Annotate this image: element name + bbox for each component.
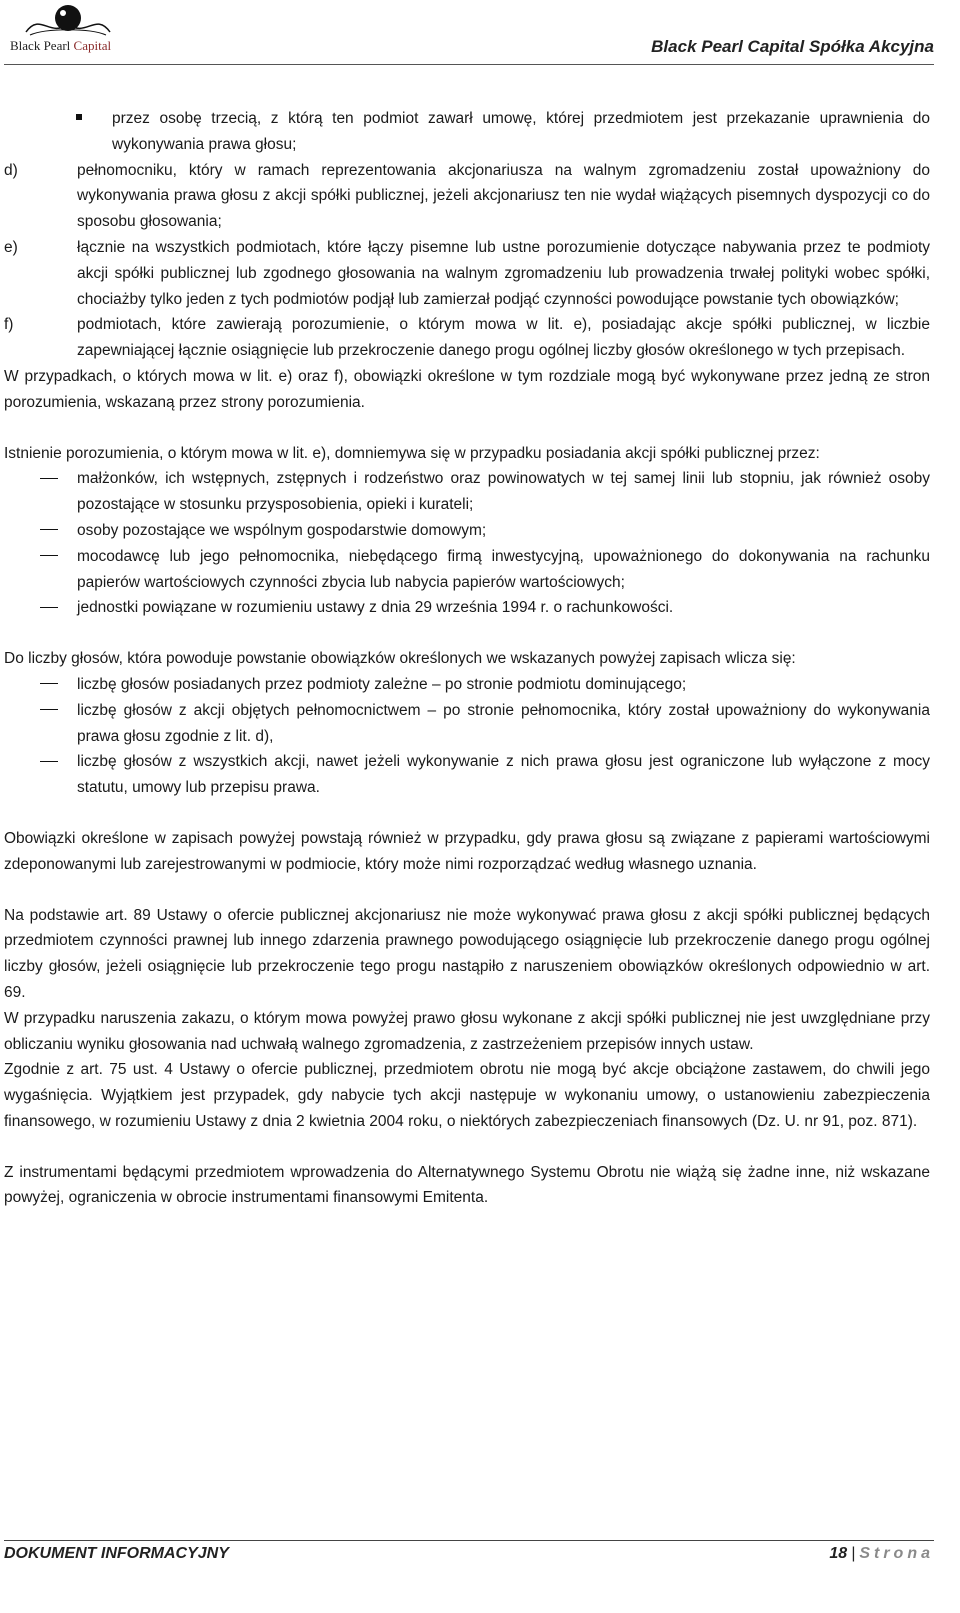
company-logo — [6, 2, 126, 62]
paragraph: Istnienie porozumienia, o którym mowa w lit. e), domniemywa się w przypadku posiadania akcji spółki publicznej przez: — [4, 444, 820, 462]
dash-bullet-icon — [4, 518, 77, 544]
list-item-d — [4, 158, 930, 235]
dash-bullet-icon — [4, 466, 77, 518]
document-body — [4, 106, 930, 1211]
list-item — [4, 672, 930, 698]
list-item-e — [4, 235, 930, 312]
list-item-text: małżonków, ich wstępnych, zstępnych i rodzeństwo oraz powinowatych w tej samej linii lub stopniu, jak również osoby pozostające w stosunku przysposobienia, opieki i kurateli; — [77, 470, 930, 514]
list-item — [4, 749, 930, 801]
list-item-text: łącznie na wszystkich podmiotach, które łączy pisemne lub ustne porozumienie dotyczące nabywania przez te podmioty akcji spółki publicznej lub zgodnego głosowania na walnym zgromadzeniu lub prowadzenia trwałej polityki wobec spółki, chociażby tylko jeden z tych podmiotów podjął lub zamierzał podjąć czynności powodujące powstanie tych obowiązków; — [77, 238, 930, 308]
footer-divider — [4, 1540, 934, 1541]
page-header — [0, 0, 960, 70]
dash-bullet-icon — [4, 672, 77, 698]
page-word: Strona — [859, 1545, 934, 1562]
footer-page-info — [829, 1545, 934, 1563]
footer-document-title: DOKUMENT INFORMACYJNY — [4, 1545, 229, 1562]
dash-bullet-icon — [4, 544, 77, 596]
paragraph: W przypadku naruszenia zakazu, o którym mowa powyżej prawo głosu wykonane z akcji spółki publicznej nie jest uwzględniane przy obliczaniu wyniku głosowania nad uchwałą walnego zgromadzenia, z zastrzeżeniem przepisów innych ustaw. — [4, 1009, 930, 1053]
list-marker: f) — [4, 316, 14, 334]
list-item-text: osoby pozostające we wspólnym gospodarstwie domowym; — [77, 521, 487, 539]
logo-text — [10, 38, 111, 54]
list-item-text: przez osobę trzecią, z którą ten podmiot zawarł umowę, której przedmiotem jest przekazanie uprawnienia do wykonywania prawa głosu; — [112, 110, 930, 153]
square-bullet-icon — [4, 106, 112, 158]
logo-text-black-pearl: Black Pearl — [10, 38, 71, 53]
list-item — [4, 518, 930, 544]
list-item-text: mocodawcę lub jego pełnomocnika, niebędącego firmą inwestycyjną, upoważnionego do dokonywania na rachunku papierów wartościowych czynności zbycia lub nabycia papierów wartościowych; — [77, 547, 930, 591]
list-item-text: liczbę głosów z wszystkich akcji, nawet jeżeli wykonywanie z nich prawa głosu jest ograniczone lub wyłączone z mocy statutu, umowy lub przepisu prawa. — [77, 753, 930, 797]
list-item-f — [4, 312, 930, 364]
paragraph: Do liczby głosów, która powoduje powstanie obowiązków określonych we wskazanych powyżej zapisach wlicza się: — [4, 650, 796, 668]
list-item — [4, 544, 930, 596]
list-item-text: pełnomocniku, który w ramach reprezentowania akcjonariusza na walnym zgromadzeniu został upoważniony do wykonywania prawa głosu z akcji spółki publicznej, jeżeli akcjonariusz ten nie wydał wiążących pisemnych dyspozycji co do sposobu głosowania; — [77, 161, 930, 231]
page-number: 18 — [829, 1545, 848, 1562]
page-separator: | — [851, 1545, 856, 1562]
list-marker: d) — [4, 161, 18, 179]
list-item-text: liczbę głosów z akcji objętych pełnomocnictwem – po stronie pełnomocnika, który został upoważniony do wykonywania prawa głosu zgodnie z lit. d), — [77, 701, 930, 745]
paragraph: Z instrumentami będącymi przedmiotem wprowadzenia do Alternatywnego Systemu Obrotu nie wiążą się żadne inne, niż wskazane powyżej, ograniczenia w obrocie instrumentami finansowymi Emitenta. — [4, 1163, 930, 1207]
list-item — [4, 698, 930, 750]
list-item-text: jednostki powiązane w rozumieniu ustawy z dnia 29 września 1994 r. o rachunkowości. — [77, 599, 674, 617]
company-name: Black Pearl Capital Spółka Akcyjna — [651, 37, 934, 56]
dash-bullet-icon — [4, 595, 77, 621]
list-item — [4, 595, 930, 621]
paragraph: W przypadkach, o których mowa w lit. e) oraz f), obowiązki określone w tym rozdziale mogą być wykonywane przez jedną ze stron porozumienia, wskazaną przez strony porozumienia. — [4, 367, 930, 411]
list-item — [4, 466, 930, 518]
paragraph: Zgodnie z art. 75 ust. 4 Ustawy o ofercie publicznej, przedmiotem obrotu nie mogą być akcje obciążone zastawem, do chwili jego wygaśnięcia. Wyjątkiem jest przypadek, gdy nabycie tych akcji następuje w wykonaniu umowy, o ustanowieniu zabezpieczenia finansowego, w rozumieniu Ustawy z dnia 2 kwietnia 2004 roku, o niektórych zabezpieczeniach finansowych (Dz. U. nr 91, poz. 871). — [4, 1061, 930, 1130]
list-item-text: liczbę głosów posiadanych przez podmioty zależne – po stronie podmiotu dominującego; — [77, 675, 687, 693]
header-divider — [4, 64, 934, 65]
paragraph: Obowiązki określone w zapisach powyżej powstają również w przypadku, gdy prawa głosu są związane z papierami wartościowymi zdeponowanymi lub zarejestrowanymi w podmiocie, który może nimi rozporządzać według własnego uznania. — [4, 829, 930, 873]
dash-bullet-icon — [4, 698, 77, 750]
dash-bullet-icon — [4, 749, 77, 801]
paragraph: Na podstawie art. 89 Ustawy o ofercie publicznej akcjonariusz nie może wykonywać prawa głosu z akcji spółki publicznej będących przedmiotem czynności prawnej lub innego zdarzenia prawnego powodującego osiągnięcie lub przekroczenie danego progu ogólnej liczby głosów, jeżeli osiągnięcie lub przekroczenie tego progu nastąpiło z naruszeniem obowiązków określonych odpowiednio w art. 69. — [4, 906, 930, 1001]
list-item-text: podmiotach, które zawierają porozumienie, o którym mowa w lit. e), posiadając akcje spółki publicznej, w liczbie zapewniającej łącznie osiągnięcie lub przekroczenie danego progu ogólnej liczby głosów określonego w tych przepisach. — [77, 316, 930, 360]
list-item — [4, 106, 930, 158]
logo-text-capital: Capital — [73, 38, 112, 53]
list-marker: e) — [4, 238, 18, 256]
pearl-logo-icon — [6, 2, 126, 42]
